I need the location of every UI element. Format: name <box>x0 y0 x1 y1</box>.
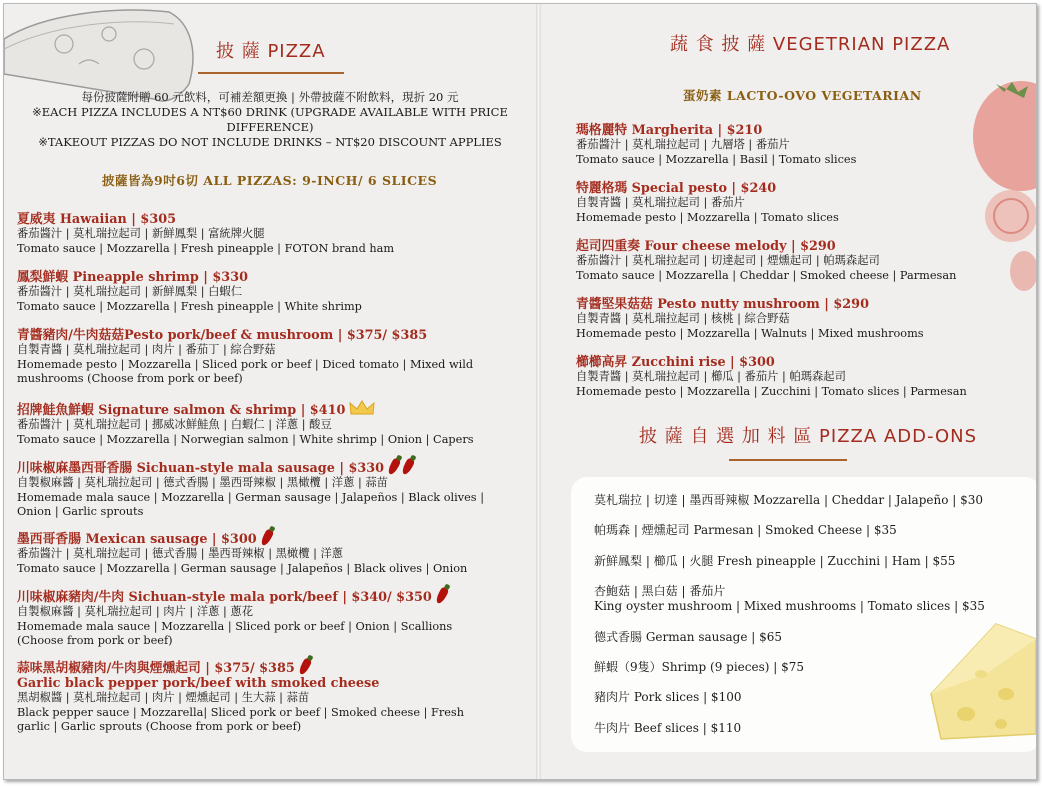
item-ingredients-zh: 番茄醬汁 | 莫札瑞拉起司 | 德式香腸 | 墨西哥辣椒 | 黑橄欖 | 洋蔥 <box>17 547 344 560</box>
menu-item-four-cheese <box>576 239 956 283</box>
item-ingredients-zh: 自製青醬 | 莫札瑞拉起司 | 肉片 | 番茄丁 | 綜合野菇 <box>17 343 276 356</box>
item-ingredients-en-cont: (Choose from pork or beef) <box>17 634 173 648</box>
item-ingredients-en: Tomato sauce | Mozzarella | German sausage | Jalapeños | Black olives | Onion <box>17 561 468 575</box>
chili-pepper-icon <box>401 457 416 476</box>
item-name: 墨西哥香腸 Mexican sausage | $300 <box>17 532 257 547</box>
item-ingredients-en: Homemade pesto | Mozzarella | Zucchini | Tomato slices | Parmesan <box>576 384 967 398</box>
menu-item-pesto-pork-beef <box>17 328 473 387</box>
item-ingredients-en-cont: Onion | Garlic sprouts <box>17 505 144 519</box>
menu-item-sichuan-mala-pork-beef <box>17 587 452 649</box>
item-ingredients-en: Homemade pesto | Mozzarella | Tomato slices <box>576 210 839 224</box>
addon-item: 杏鮑菇 | 黑白菇 | 番茄片 <box>594 584 726 598</box>
item-name: 櫛櫛高昇 Zucchini rise | $300 <box>576 355 775 370</box>
menu-item-pesto-nutty-mushroom <box>576 297 924 341</box>
item-ingredients-en: Tomato sauce | Mozzarella | Cheddar | Smoked cheese | Parmesan <box>576 268 957 282</box>
menu-item-pineapple-shrimp <box>17 270 362 314</box>
title-divider <box>729 459 847 461</box>
item-ingredients-en: Homemade pesto | Mozzarella | Walnuts | Mixed mushrooms <box>576 326 924 340</box>
vegetarian-section-title: 蔬 食 披 薩 VEGETRIAN PIZZA <box>670 34 951 55</box>
item-ingredients-en-cont: garlic | Garlic sprouts (Choose from pork or beef) <box>17 720 302 734</box>
item-ingredients-zh: 自製椒麻醬 | 莫札瑞拉起司 | 德式香腸 | 墨西哥辣椒 | 黑橄欖 | 洋蔥 | 蒜苗 <box>17 476 388 489</box>
chili-pepper-icon <box>259 528 274 547</box>
item-ingredients-en: Tomato sauce | Mozzarella | Fresh pineapple | FOTON brand ham <box>17 241 395 255</box>
item-ingredients-zh: 番茄醬汁 | 莫札瑞拉起司 | 新鮮鳳梨 | 富統牌火腿 <box>17 227 265 240</box>
item-ingredients-zh: 番茄醬汁 | 莫札瑞拉起司 | 九層塔 | 番茄片 <box>576 138 790 151</box>
item-name: 特麗格瑪 Special pesto | $240 <box>576 181 777 196</box>
item-name-en: Garlic black pepper pork/beef with smoked cheese <box>17 676 380 691</box>
item-name: 招牌鮭魚鮮蝦 Signature salmon & shrimp | $410 <box>17 403 346 418</box>
item-ingredients-zh: 自製椒麻醬 | 莫札瑞拉起司 | 肉片 | 洋蔥 | 蔥花 <box>17 605 254 618</box>
menu-item-margherita <box>576 123 856 167</box>
drink-policy-note: 每份披薩附贈 60 元飲料，可補差額更換 | 外帶披薩不附飲料，現折 20 元 ※EACH PIZZA INCLUDES A NT$60 DRINK (UPGRADE AVAILABLE WITH PRICE DIFFERENCE) ※TAKEOUT PIZZAS DO NOT INCLUDE DRINKS – NT$20 DISCOUNT APPLIES <box>32 90 508 149</box>
crown-icon <box>349 400 375 416</box>
item-name: 川味椒麻豬肉/牛肉 Sichuan-style mala pork/beef | $340/ $350 <box>17 590 432 605</box>
item-name: 蒜味黑胡椒豬肉/牛肉與煙燻起司 | $375/ $385 <box>17 661 295 676</box>
menu-item-zucchini-rise <box>576 355 967 399</box>
pizza-section-title: 披 薩 PIZZA <box>216 41 326 62</box>
item-name: 瑪格麗特 Margherita | $210 <box>576 123 763 138</box>
pizza-size-note: 披薩皆為9吋6切 ALL PIZZAS: 9-INCH/ 6 SLICES <box>102 173 438 188</box>
item-ingredients-en: Tomato sauce | Mozzarella | Norwegian salmon | White shrimp | Onion | Capers <box>17 432 474 446</box>
addon-item: 鮮蝦（9隻）Shrimp (9 pieces) | $75 <box>594 660 805 674</box>
pizza-slice-sketch-icon <box>4 4 204 104</box>
chili-pepper-icon <box>297 657 312 676</box>
addon-item: King oyster mushroom | Mixed mushrooms | Tomato slices | $35 <box>594 599 985 613</box>
item-ingredients-en: Homemade mala sauce | Mozzarella | German sausage | Jalapeños | Black olives | <box>17 490 485 504</box>
menu-item-garlic-black-pepper <box>17 658 464 735</box>
addon-item: 新鮮鳳梨 | 櫛瓜 | 火腿 Fresh pineapple | Zucchini | Ham | $55 <box>594 554 956 568</box>
addons-section-title: 披 薩 自 選 加 料 區 PIZZA ADD-ONS <box>639 426 978 447</box>
menu-item-hawaiian <box>17 212 394 256</box>
menu-spread <box>3 3 1037 780</box>
item-name: 鳳梨鮮蝦 Pineapple shrimp | $330 <box>17 270 248 285</box>
item-ingredients-zh: 番茄醬汁 | 莫札瑞拉起司 | 新鮮鳳梨 | 白蝦仁 <box>17 285 243 298</box>
item-ingredients-en-cont: mushrooms (Choose from pork or beef) <box>17 372 243 386</box>
item-ingredients-zh: 番茄醬汁 | 莫札瑞拉起司 | 挪威冰鮮鮭魚 | 白蝦仁 | 洋蔥 | 酸豆 <box>17 418 332 431</box>
menu-item-signature-salmon <box>17 400 474 447</box>
item-name: 青醬豬肉/牛肉菇菇Pesto pork/beef & mushroom | $375/ $385 <box>17 328 428 343</box>
item-name: 夏威夷 Hawaiian | $305 <box>17 212 177 227</box>
vegetarian-subtitle: 蛋奶素 LACTO-OVO VEGETARIAN <box>683 88 922 103</box>
item-ingredients-en: Black pepper sauce | Mozzarella| Sliced pork or beef | Smoked cheese | Fresh <box>17 705 465 719</box>
addon-item: 德式香腸 German sausage | $65 <box>594 630 783 644</box>
chili-pepper-icon <box>387 457 402 476</box>
item-name: 青醬堅果菇菇 Pesto nutty mushroom | $290 <box>576 297 869 312</box>
item-ingredients-en: Tomato sauce | Mozzarella | Basil | Tomato slices <box>576 152 857 166</box>
item-ingredients-en: Tomato sauce | Mozzarella | Fresh pineapple | White shrimp <box>17 299 362 313</box>
item-ingredients-en: Homemade mala sauce | Mozzarella | Sliced pork or beef | Onion | Scallions <box>17 619 453 633</box>
item-ingredients-en: Homemade pesto | Mozzarella | Sliced pork or beef | Diced tomato | Mixed wild <box>17 357 474 371</box>
item-ingredients-zh: 自製青醬 | 莫札瑞拉起司 | 櫛瓜 | 番茄片 | 帕瑪森起司 <box>576 370 846 383</box>
item-ingredients-zh: 自製青醬 | 莫札瑞拉起司 | 核桃 | 綜合野菇 <box>576 312 790 325</box>
item-name: 起司四重奏 Four cheese melody | $290 <box>576 239 836 254</box>
chili-pepper-icon <box>434 586 449 605</box>
item-name: 川味椒麻墨西哥香腸 Sichuan-style mala sausage | $330 <box>17 461 385 476</box>
menu-item-sichuan-mala-sausage <box>17 458 484 520</box>
tomato-illustration-icon <box>966 66 1036 296</box>
addon-item: 牛肉片 Beef slices | $110 <box>594 721 742 735</box>
title-divider <box>198 72 344 74</box>
menu-item-special-pesto <box>576 181 839 225</box>
left-page <box>4 4 536 779</box>
addon-item: 莫札瑞拉 | 切達 | 墨西哥辣椒 Mozzarella | Cheddar | Jalapeño | $30 <box>594 493 984 507</box>
item-ingredients-zh: 番茄醬汁 | 莫札瑞拉起司 | 切達起司 | 煙燻起司 | 帕瑪森起司 <box>576 254 880 267</box>
addon-item: 帕瑪森 | 煙燻起司 Parmesan | Smoked Cheese | $35 <box>594 523 897 537</box>
item-ingredients-zh: 自製青醬 | 莫札瑞拉起司 | 番茄片 <box>576 196 745 209</box>
menu-item-mexican-sausage <box>17 529 467 576</box>
cheese-wedge-icon <box>926 614 1036 744</box>
item-ingredients-zh: 黑胡椒醬 | 莫札瑞拉起司 | 肉片 | 煙燻起司 | 生大蒜 | 蒜苗 <box>17 691 310 704</box>
addon-item: 豬肉片 Pork slices | $100 <box>594 690 742 704</box>
right-page <box>541 4 1036 779</box>
